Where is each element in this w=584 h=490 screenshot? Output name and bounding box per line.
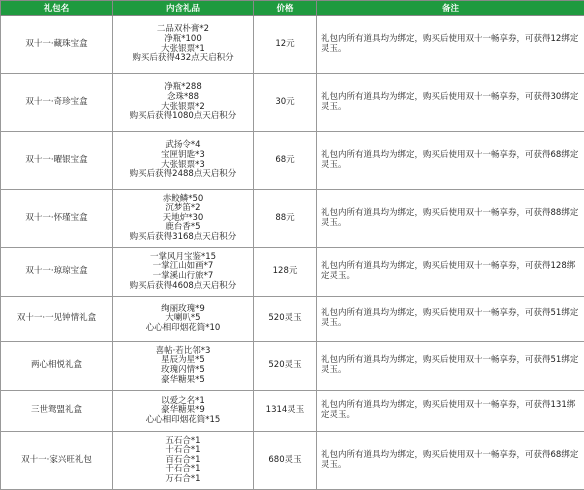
contents-item: 大张银票*1: [115, 45, 251, 55]
table-row: [1, 342, 584, 391]
price-cell: 12元: [254, 16, 317, 74]
table-row: [1, 74, 584, 132]
contents-item: 大张银票*2: [115, 103, 251, 113]
note-cell: 礼包内所有道具均为绑定，购买后使用双十一畅享券，可获得131绑定灵玉。: [317, 391, 584, 432]
contents-item: 心心相印烟花筒*15: [115, 416, 251, 426]
pack-name-cell: 两心相悦礼盒: [1, 342, 113, 391]
pack-name-cell: 双十一·藏珠宝盒: [1, 16, 113, 74]
header-contents: 内含礼品: [113, 1, 254, 16]
price-cell: 128元: [254, 248, 317, 297]
contents-cell: [113, 16, 254, 74]
price-cell: 30元: [254, 74, 317, 132]
contents-item: 一掌风月宝鉴*15: [115, 253, 251, 263]
pack-name-cell: 双十一·奇珍宝盒: [1, 74, 113, 132]
contents-item: 十石合*1: [115, 446, 251, 456]
pack-name-cell: 双十一·琼琼宝盒: [1, 248, 113, 297]
note-cell: 礼包内所有道具均为绑定，购买后使用双十一畅享券，可获得12绑定灵玉。: [317, 16, 584, 74]
contents-item: 豪华糖果*5: [115, 376, 251, 386]
contents-cell: [113, 391, 254, 432]
price-cell: 520灵玉: [254, 297, 317, 342]
contents-cell: [113, 297, 254, 342]
note-cell: 礼包内所有道具均为绑定，购买后使用双十一畅享券，可获得68绑定灵玉。: [317, 432, 584, 490]
table-row: [1, 132, 584, 190]
contents-item: 豪华糖果*9: [115, 406, 251, 416]
header-note: 备注: [317, 1, 584, 16]
contents-item: 天地炉*30: [115, 214, 251, 224]
price-cell: 1314灵玉: [254, 391, 317, 432]
contents-item: 五石合*1: [115, 437, 251, 447]
contents-item: 星辰为星*5: [115, 356, 251, 366]
contents-item: 购买后获得432点天启积分: [115, 54, 251, 64]
note-cell: 礼包内所有道具均为绑定，购买后使用双十一畅享券，可获得88绑定灵玉。: [317, 190, 584, 248]
contents-item: 净瓶*100: [115, 35, 251, 45]
contents-item: 大张银票*3: [115, 161, 251, 171]
contents-item: 以爱之名*1: [115, 397, 251, 407]
pack-name-cell: 双十一·怀瑾宝盒: [1, 190, 113, 248]
contents-cell: [113, 190, 254, 248]
contents-item: 一掌江山如画*7: [115, 262, 251, 272]
pack-name-cell: 双十一·一见钟情礼盒: [1, 297, 113, 342]
contents-item: 念珠*88: [115, 93, 251, 103]
header-pack-name: 礼包名: [1, 1, 113, 16]
price-cell: 68元: [254, 132, 317, 190]
contents-item: 购买后获得3168点天启积分: [115, 233, 251, 243]
contents-item: 万石合*1: [115, 475, 251, 485]
note-cell: 礼包内所有道具均为绑定，购买后使用双十一畅享券，可获得30绑定灵玉。: [317, 74, 584, 132]
contents-cell: [113, 74, 254, 132]
contents-item: 购买后获得1080点天启积分: [115, 112, 251, 122]
note-cell: 礼包内所有道具均为绑定，购买后使用双十一畅享券，可获得128绑定灵玉。: [317, 248, 584, 297]
contents-item: 心心相印烟花筒*10: [115, 324, 251, 334]
table-row: [1, 391, 584, 432]
contents-item: 武扬令*4: [115, 141, 251, 151]
contents-cell: [113, 248, 254, 297]
contents-item: 购买后获得4608点天启积分: [115, 282, 251, 292]
contents-item: 绚丽玫瑰*9: [115, 305, 251, 315]
note-cell: 礼包内所有道具均为绑定，购买后使用双十一畅享券，可获得51绑定灵玉。: [317, 342, 584, 391]
pack-name-cell: 双十一·家兴旺礼包: [1, 432, 113, 490]
note-cell: 礼包内所有道具均为绑定，购买后使用双十一畅享券，可获得51绑定灵玉。: [317, 297, 584, 342]
contents-cell: [113, 342, 254, 391]
contents-cell: [113, 132, 254, 190]
pack-name-cell: 三世鸳盟礼盒: [1, 391, 113, 432]
contents-item: 二品双朴膏*2: [115, 25, 251, 35]
contents-cell: [113, 432, 254, 490]
table-row: [1, 16, 584, 74]
pack-name-cell: 双十一·曜银宝盒: [1, 132, 113, 190]
price-cell: 680灵玉: [254, 432, 317, 490]
contents-item: 沉梦笛*2: [115, 204, 251, 214]
table-header-row: [1, 1, 584, 16]
table-row: [1, 190, 584, 248]
contents-item: 宝匣钥匙*3: [115, 151, 251, 161]
price-cell: 88元: [254, 190, 317, 248]
price-cell: 520灵玉: [254, 342, 317, 391]
contents-item: 净瓶*288: [115, 83, 251, 93]
contents-item: 一掌溪山行旅*7: [115, 272, 251, 282]
note-cell: 礼包内所有道具均为绑定，购买后使用双十一畅享券，可获得68绑定灵玉。: [317, 132, 584, 190]
contents-item: 喜帖·若比邻*3: [115, 347, 251, 357]
table-body: [1, 16, 584, 490]
contents-item: 玫瑰闪情*5: [115, 366, 251, 376]
contents-item: 赤鲛鳞*50: [115, 195, 251, 205]
contents-item: 千石合*1: [115, 465, 251, 475]
header-price: 价格: [254, 1, 317, 16]
contents-item: 大喇叭*5: [115, 314, 251, 324]
table-row: [1, 248, 584, 297]
contents-item: 百石合*1: [115, 456, 251, 466]
table-row: [1, 297, 584, 342]
contents-item: 鹿台香*5: [115, 223, 251, 233]
contents-item: 购买后获得2488点天启积分: [115, 170, 251, 180]
table-row: [1, 432, 584, 490]
